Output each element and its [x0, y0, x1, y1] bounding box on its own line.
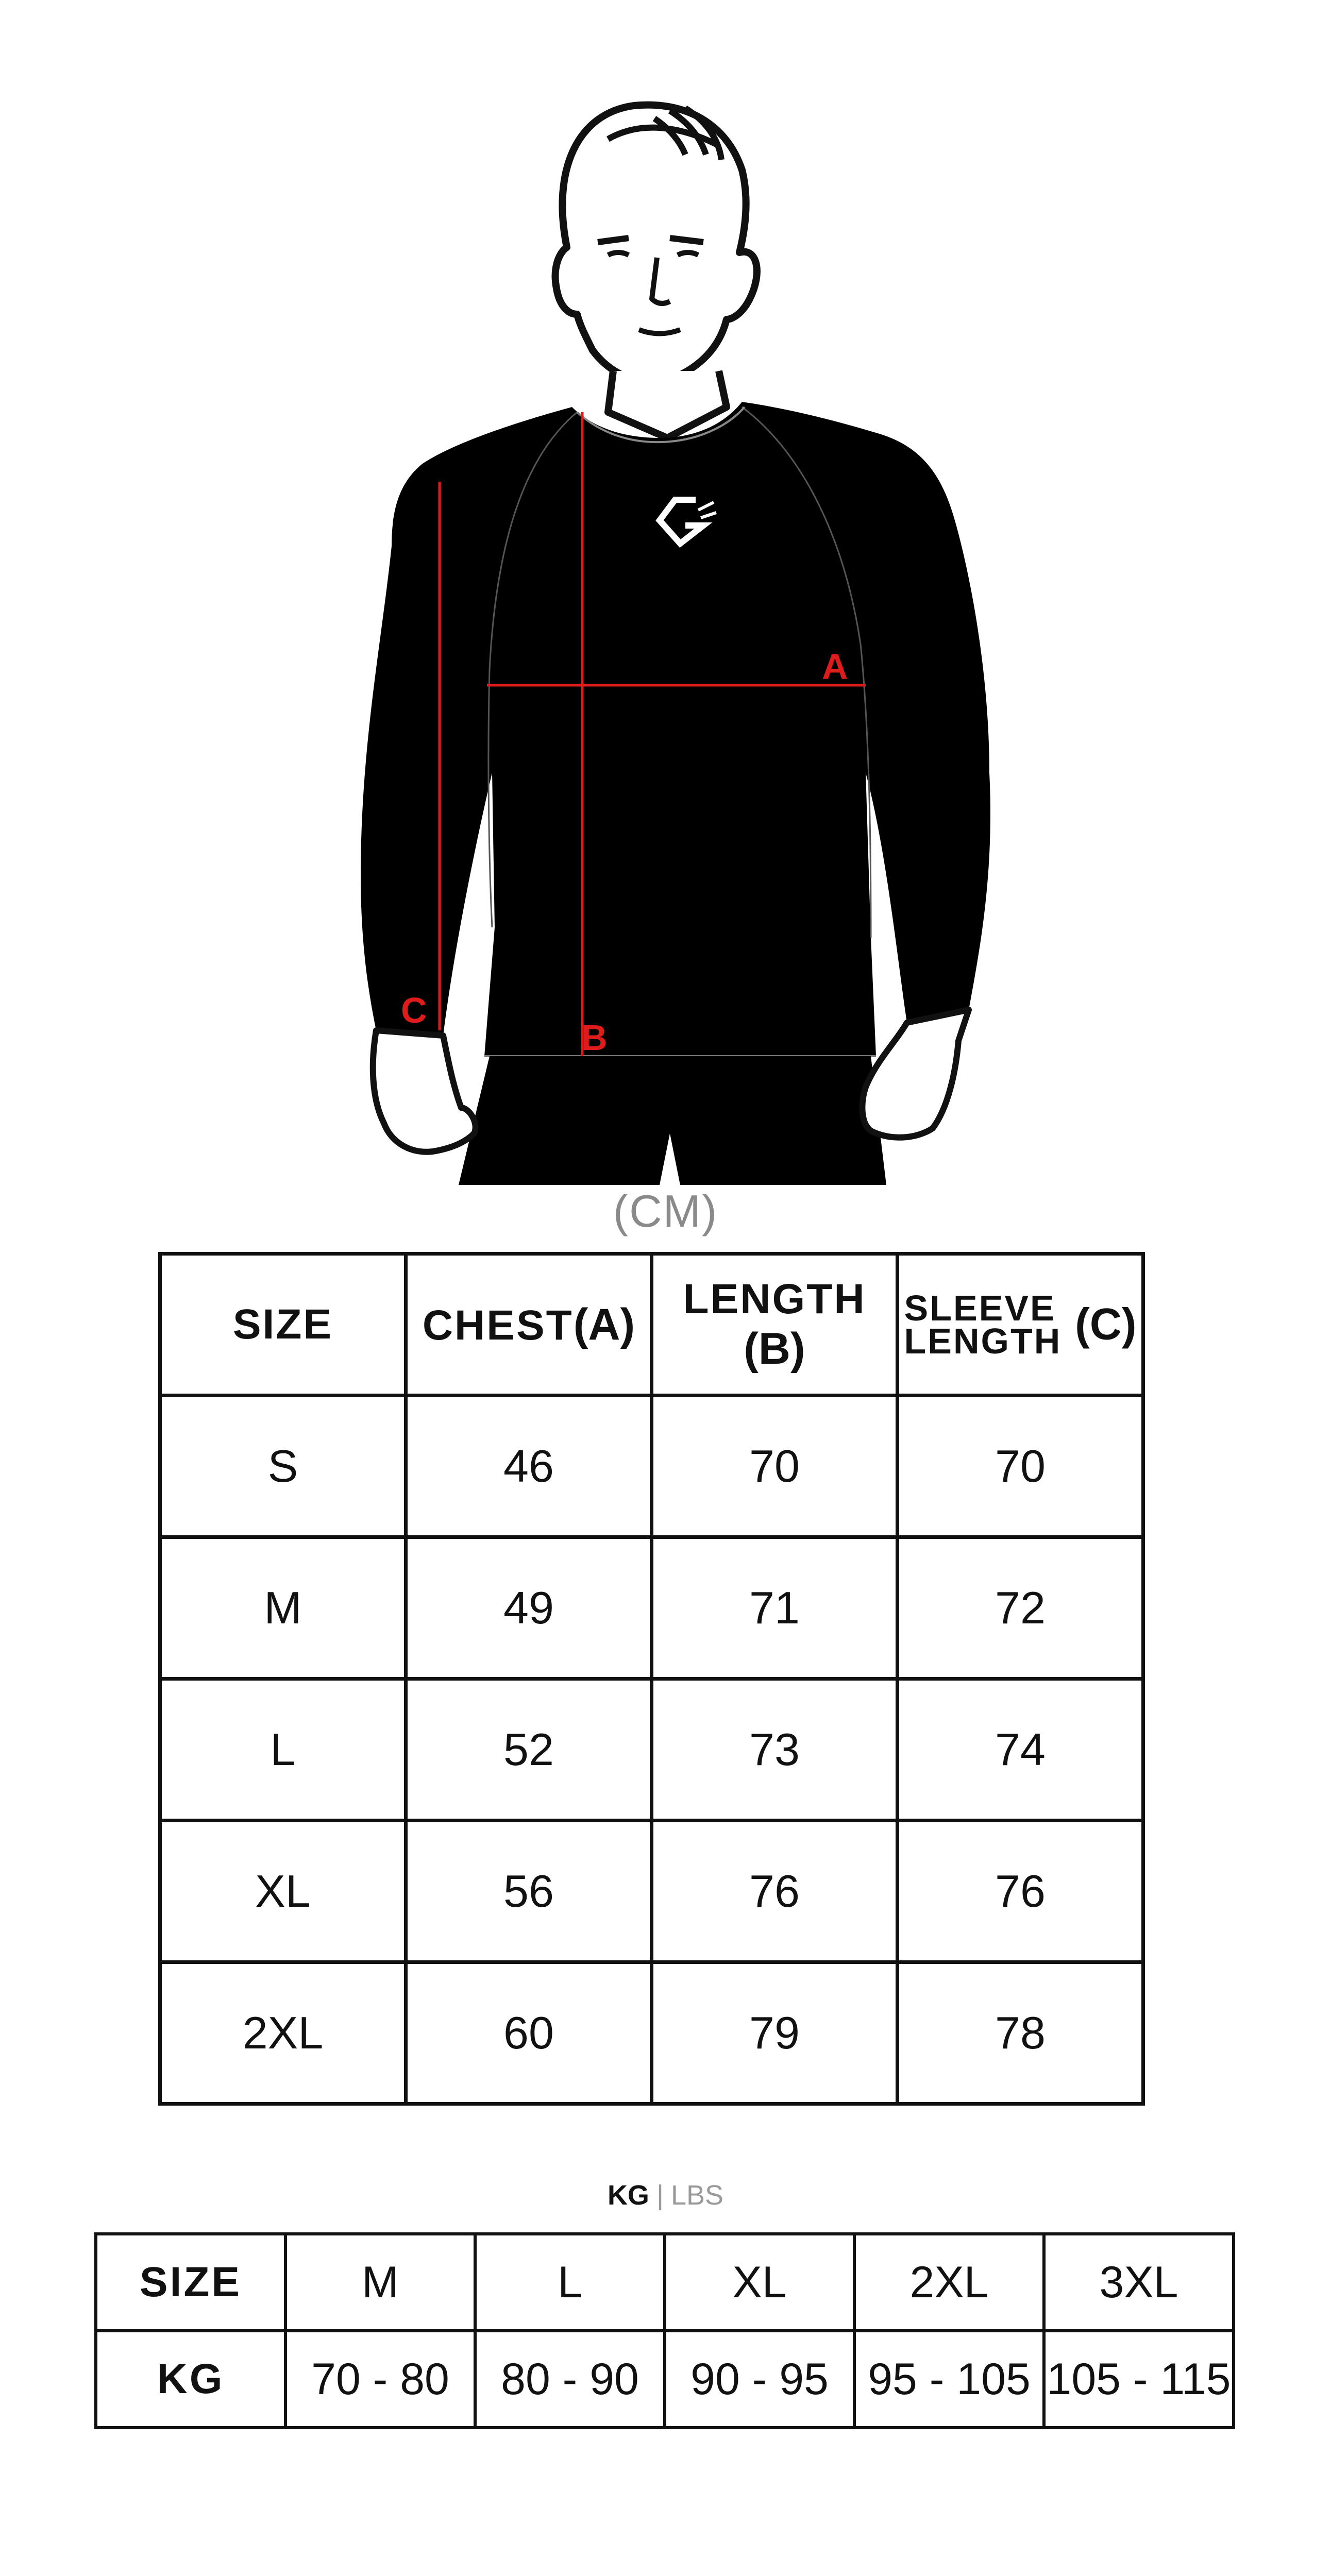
header-sleeve-letter: (C) — [1075, 1299, 1137, 1349]
table-row — [160, 1396, 1143, 1537]
cell-length: 70 — [652, 1396, 898, 1537]
weight-size-cell: L — [475, 2234, 665, 2331]
weight-kg-label: KG — [96, 2331, 285, 2428]
table-row — [160, 1962, 1143, 2104]
cell-sleeve: 72 — [898, 1537, 1143, 1679]
unit-label: (CM) — [613, 1185, 718, 1236]
header-sleeve-line1: SLEEVE — [904, 1288, 1056, 1328]
weight-kg-cell: 70 - 80 — [285, 2331, 475, 2428]
unit-separator: | — [656, 2180, 664, 2211]
cell-chest: 56 — [406, 1821, 652, 1962]
header-size-text: SIZE — [232, 1301, 333, 1348]
header-sleeve-length — [898, 1254, 1143, 1396]
cell-chest: 46 — [406, 1396, 652, 1537]
pants — [459, 1056, 886, 1185]
unit-switch — [0, 2179, 1331, 2211]
marker-c: C — [401, 990, 427, 1030]
cell-chest: 60 — [406, 1962, 652, 2104]
table-row — [160, 1537, 1143, 1679]
cell-length: 79 — [652, 1962, 898, 2104]
unit-kg-toggle[interactable]: KG — [607, 2180, 649, 2211]
unit-lbs-toggle[interactable]: LBS — [670, 2180, 724, 2211]
weight-table — [94, 2232, 1235, 2429]
header-size — [160, 1254, 406, 1396]
cell-length: 76 — [652, 1821, 898, 1962]
cell-size: XL — [160, 1821, 406, 1962]
cell-size: S — [160, 1396, 406, 1537]
header-length-letter: (B) — [744, 1324, 805, 1374]
cell-chest: 49 — [406, 1537, 652, 1679]
table-row — [160, 1679, 1143, 1821]
weight-size-cell: 2XL — [854, 2234, 1044, 2331]
cell-size: 2XL — [160, 1962, 406, 2104]
header-chest-text: CHEST — [422, 1301, 574, 1349]
weight-size-cell: 3XL — [1044, 2234, 1234, 2331]
cell-sleeve: 78 — [898, 1962, 1143, 2104]
shirt — [361, 402, 990, 1056]
weight-kg-row — [96, 2331, 1234, 2428]
weight-kg-cell: 80 - 90 — [475, 2331, 665, 2428]
header-length-text: LENGTH — [683, 1275, 866, 1323]
model-head — [555, 105, 757, 438]
cell-length: 73 — [652, 1679, 898, 1821]
cell-length: 71 — [652, 1537, 898, 1679]
table-row — [160, 1821, 1143, 1962]
cell-sleeve: 76 — [898, 1821, 1143, 1962]
header-chest-letter: (A) — [573, 1299, 635, 1349]
shirt-illustration — [0, 0, 1331, 1185]
weight-kg-cell: 95 - 105 — [854, 2331, 1044, 2428]
weight-size-cell: M — [285, 2234, 475, 2331]
weight-kg-cell: 90 - 95 — [665, 2331, 854, 2428]
cell-sleeve: 70 — [898, 1396, 1143, 1537]
cell-size: M — [160, 1537, 406, 1679]
cell-chest: 52 — [406, 1679, 652, 1821]
weight-kg-cell: 105 - 115 — [1044, 2331, 1234, 2428]
marker-b: B — [581, 1018, 608, 1058]
weight-size-label: SIZE — [96, 2234, 285, 2331]
measurement-table — [158, 1252, 1145, 2106]
cell-size: L — [160, 1679, 406, 1821]
header-chest — [406, 1254, 652, 1396]
table-header-row — [160, 1254, 1143, 1396]
weight-size-row — [96, 2234, 1234, 2331]
header-sleeve-line2: LENGTH — [904, 1321, 1062, 1361]
cell-sleeve: 74 — [898, 1679, 1143, 1821]
marker-a: A — [822, 647, 848, 687]
header-length — [652, 1254, 898, 1396]
weight-size-cell: XL — [665, 2234, 854, 2331]
